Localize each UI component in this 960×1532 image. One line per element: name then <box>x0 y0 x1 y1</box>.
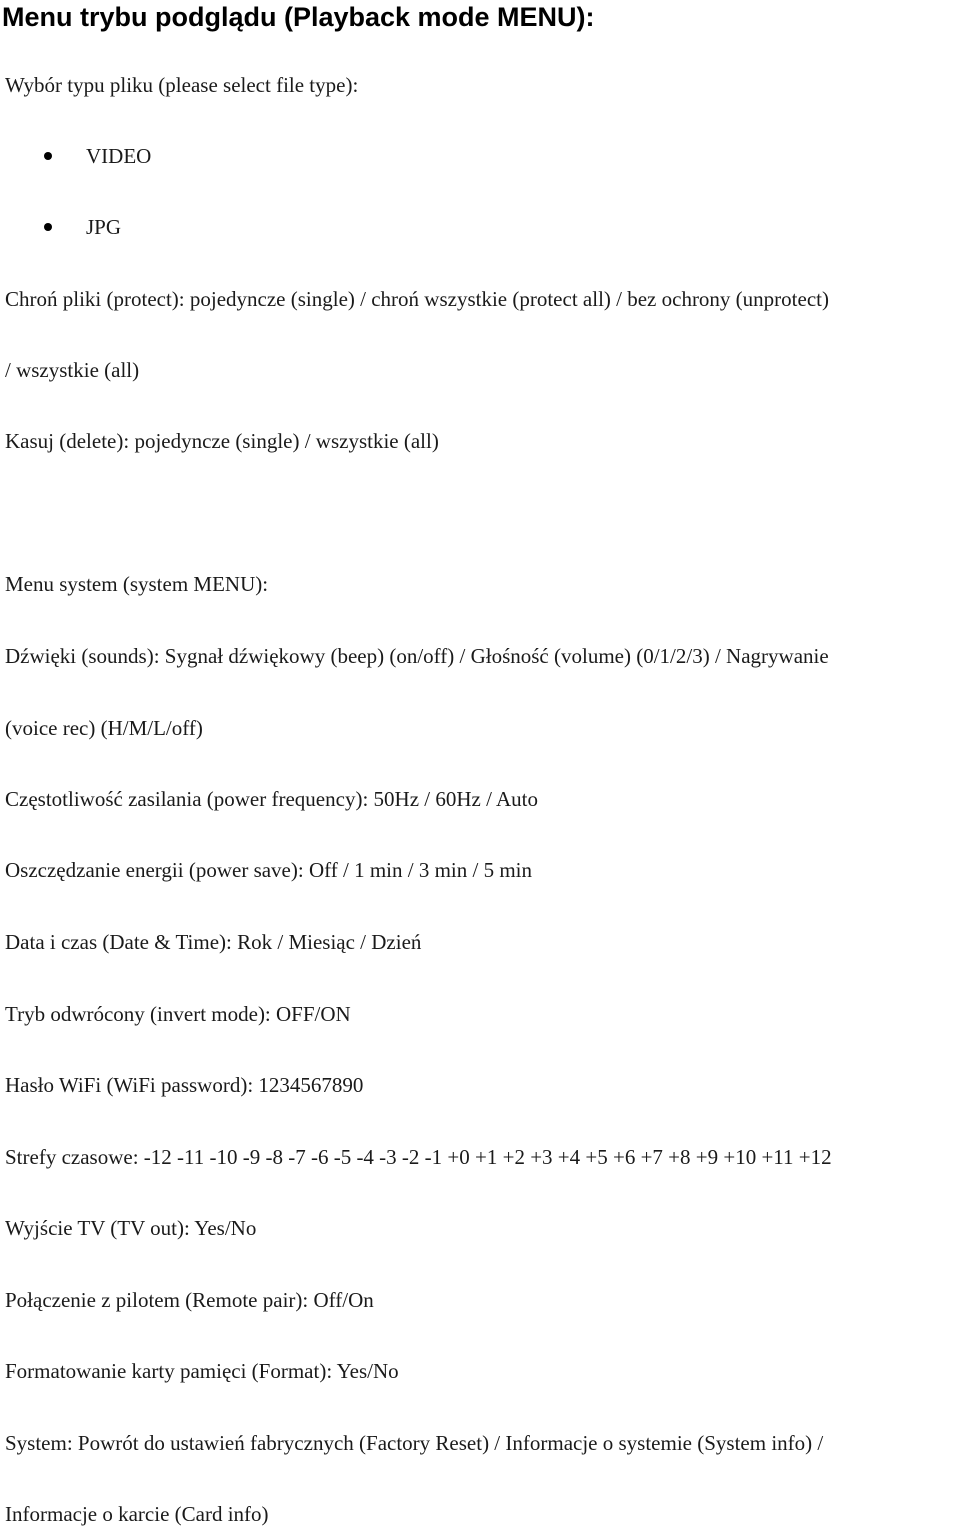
power-save-line: Oszczędzanie energii (power save): Off / 1 min / 3 min / 5 min <box>5 858 532 882</box>
list-item-text: VIDEO <box>86 144 152 168</box>
date-time-line: Data i czas (Date & Time): Rok / Miesiąc / Dzień <box>5 930 422 954</box>
remote-pair-line: Połączenie z pilotem (Remote pair): Off/On <box>5 1288 374 1312</box>
file-type-label: Wybór typu pliku (please select file type): <box>5 73 359 97</box>
power-frequency-line: Częstotliwość zasilania (power frequency): 50Hz / 60Hz / Auto <box>5 787 539 811</box>
protect-line-continued: / wszystkie (all) <box>5 358 140 382</box>
tv-out-line: Wyjście TV (TV out): Yes/No <box>5 1216 257 1240</box>
protect-line: Chroń pliki (protect): pojedyncze (single) / chroń wszystkie (protect all) / bez ochrony (unprotect) <box>5 287 829 311</box>
system-line: System: Powrót do ustawień fabrycznych (Factory Reset) / Informacje o systemie (System info) / <box>5 1431 824 1455</box>
format-line: Formatowanie karty pamięci (Format): Yes/No <box>5 1359 399 1383</box>
list-item-text: JPG <box>86 215 122 239</box>
system-line-continued: Informacje o karcie (Card info) <box>5 1502 269 1526</box>
page-title: Menu trybu podglądu (Playback mode MENU): <box>2 2 595 32</box>
bullet-icon <box>44 152 52 160</box>
time-zones-line: Strefy czasowe: -12 -11 -10 -9 -8 -7 -6 -5 -4 -3 -2 -1 +0 +1 +2 +3 +4 +5 +6 +7 +8 +9 +10 +11 +12 <box>5 1145 832 1169</box>
bullet-icon <box>44 223 52 231</box>
sounds-line-continued: (voice rec) (H/M/L/off) <box>5 716 203 740</box>
invert-mode-line: Tryb odwrócony (invert mode): OFF/ON <box>5 1002 351 1026</box>
delete-line: Kasuj (delete): pojedyncze (single) / wszystkie (all) <box>5 429 439 453</box>
sounds-line: Dźwięki (sounds): Sygnał dźwiękowy (beep) (on/off) / Głośność (volume) (0/1/2/3) / Nagrywanie <box>5 644 829 668</box>
system-menu-label: Menu system (system MENU): <box>5 572 269 596</box>
wifi-password-line: Hasło WiFi (WiFi password): 1234567890 <box>5 1073 364 1097</box>
